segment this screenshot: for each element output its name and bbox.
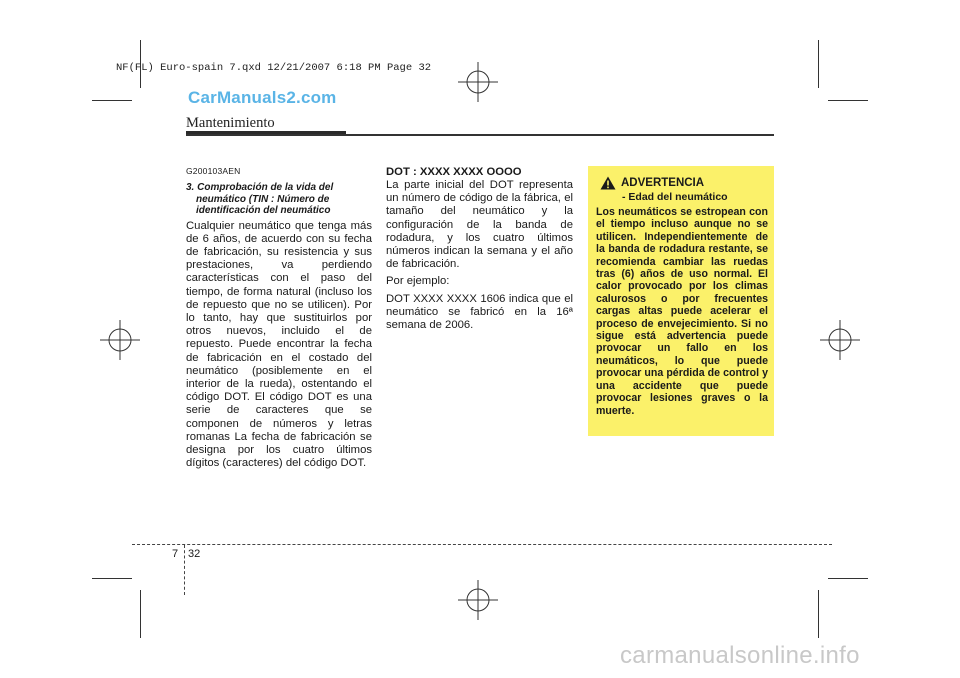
dot-paragraph: La parte inicial del DOT representa un número de código de la fábrica, el tamaño del neumático y la configuración de la banda de rodadura, y los cuatro últimos números indican la semana y el año de fabricación. [386,179,573,271]
header-rule [186,134,774,136]
watermark-bottom[interactable]: carmanualsonline.info [620,642,860,669]
footer-divider [184,545,185,595]
crop-mark [818,590,819,638]
warning-title-row [600,176,768,190]
warning-body: Los neumáticos se estropean con el tiempo incluso aunque no se utilicen. Independientemente de la banda de rodadura restante, se recomienda cambiar las ruedas tras (6) años de uso normal. El calor provocado por los climas calurosos o por frecuentes cargas altas puede acelerar el proceso de envejecimiento. Si no sigue está advertencia puede provocar un fallo en los neumáticos, lo que puede provocar una pérdida de control y una accidente que puede provocar lesiones graves o la muerte. [596,206,768,417]
footer-rule [132,544,832,545]
crop-mark [818,40,819,88]
crop-mark [140,590,141,638]
crop-mark [92,578,132,579]
registration-mark-left [100,320,140,360]
registration-mark-bottom [458,580,498,620]
watermark-top[interactable]: CarManuals2.com [188,88,337,107]
dot-heading: DOT : XXXX XXXX OOOO [386,166,522,178]
dot-example: DOT XXXX XXXX 1606 indica que el neumático se fabricó en la 16ª semana de 2006. [386,292,573,332]
warning-triangle-icon [600,176,616,190]
print-slug: NF(FL) Euro-spain 7.qxd 12/21/2007 6:18 PM Page 32 [116,62,432,74]
crop-mark [828,578,868,579]
warning-box [588,166,774,436]
warning-title: ADVERTENCIA [621,177,705,189]
section-body: Cualquier neumático que tenga más de 6 años, de acuerdo con su fecha de fabricación, su resistencia y sus prestaciones, va perdiendo características con el paso del tiempo, de forma natural (incluso los de repuesto que no se utilicen). Por lo tanto, hay que sustituirlos por otros nuevos, incluido el de repuesto. Puede encontrar la fecha de fabricación en el costado del neumático (posiblemente en el interior de la rueda), ostentando el código DOT. El código DOT es una serie de caracteres que se componen de números y letras romanas La fecha de fabricación se designa por los cuatro últimos dígitos (caracteres) del código DOT. [186,219,372,470]
warning-subtitle: - Edad del neumático [622,191,728,203]
registration-mark-top [458,62,498,102]
column-left [186,166,372,470]
page-number: 32 [188,548,201,560]
section-code: G200103AEN [186,166,241,176]
column-middle [386,166,573,336]
dot-example-label: Por ejemplo: [386,275,450,288]
registration-mark-right [820,320,860,360]
chapter-number: 7 [172,548,179,560]
section-subheading: 3. Comprobación de la vida del neumático (TIN : Número de identificación del neumático [186,182,334,216]
crop-mark [92,100,132,101]
crop-mark [828,100,868,101]
running-head: Mantenimiento [186,115,275,131]
